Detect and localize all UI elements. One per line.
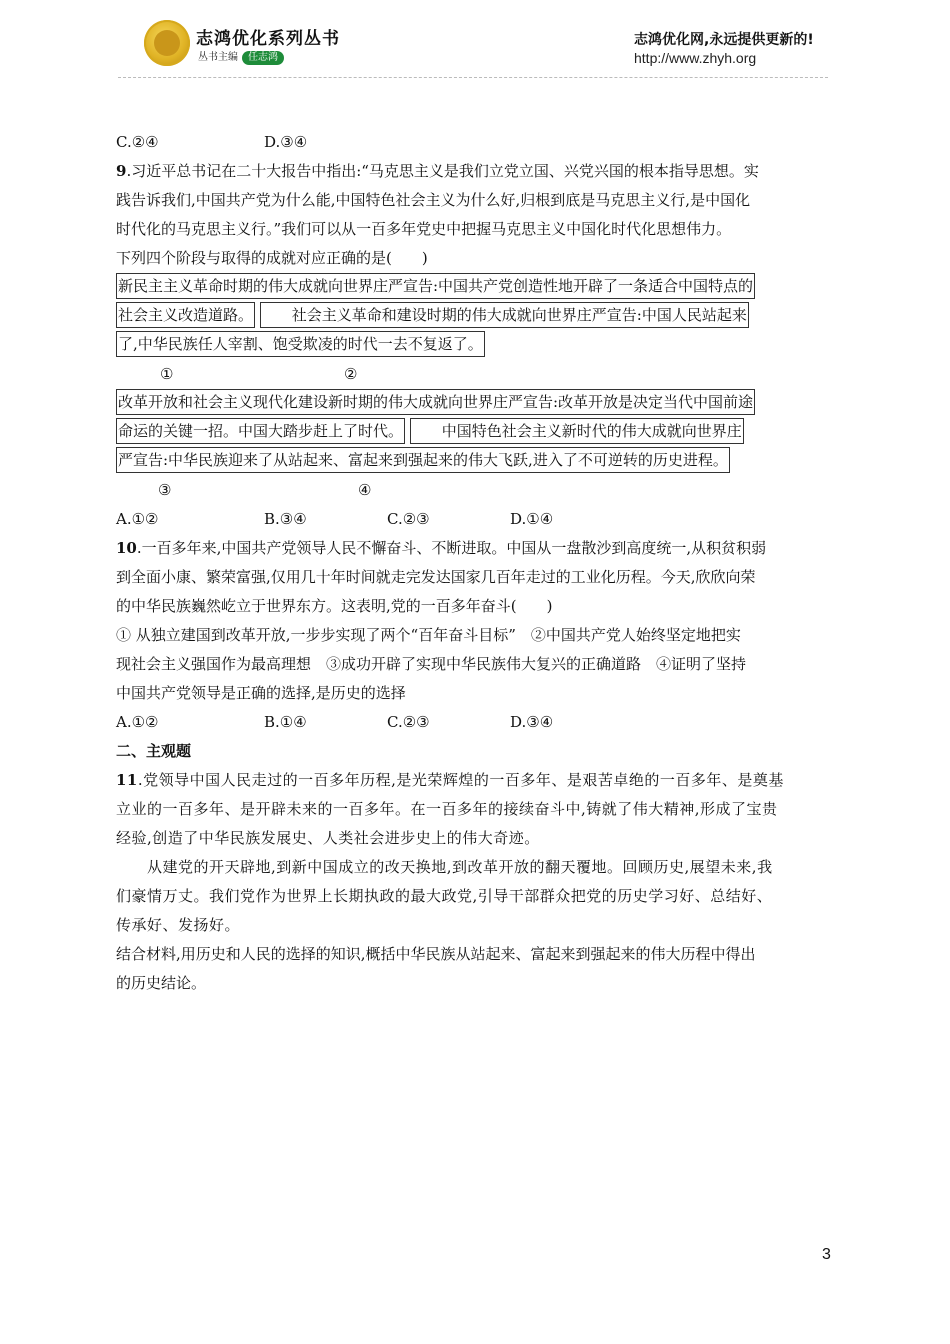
q9-option-a: A.①② — [116, 510, 159, 528]
q9-number: 9 — [116, 162, 127, 180]
q9-marks-row-2 — [116, 476, 832, 505]
header-divider — [118, 77, 828, 78]
q9-box2-part1: 社会主义革命和建设时期的伟大成就向世界庄严宣告:中国人民站起来 — [260, 302, 749, 328]
q9-box-row-1 — [116, 273, 832, 302]
q9-box3-part1: 改革开放和社会主义现代化建设新时期的伟大成就向世界庄严宣告:改革开放是决定当代中国前途 — [116, 389, 755, 415]
brand-sub-label: 丛书主编 — [198, 52, 238, 63]
q9-box-row-6 — [116, 447, 832, 476]
header-slogan: 志鸿优化网,永远提供更新的! — [634, 32, 814, 48]
q11-number: 11 — [116, 771, 138, 789]
page-header — [0, 0, 950, 82]
q9-box1-part2: 社会主义改造道路。 — [116, 302, 255, 328]
q9-options — [116, 505, 832, 534]
q10-stem-text: .一百多年来,中国共产党领导人民不懈奋斗、不断进取。中国从一盘散沙到高度统一,从积贫积弱 — [136, 539, 767, 557]
brand-subtitle — [198, 48, 284, 65]
q9-box3-part2: 命运的关键一招。中国大踏步赶上了时代。 — [116, 418, 405, 444]
q9-mark-4: ④ — [358, 481, 372, 499]
brand-logo-icon — [144, 20, 190, 66]
q10-options — [116, 708, 832, 737]
q9-stem-line-1 — [116, 157, 832, 186]
q9-stem-text: .习近平总书记在二十大报告中指出:“马克思主义是我们立党立国、兴党兴国的根本指导思想。实 — [126, 162, 759, 180]
q9-option-b: B.③④ — [264, 510, 307, 528]
q10-stem-line-5: 现社会主义强国作为最高理想 ③成功开辟了实现中华民族伟大复兴的正确道路 ④证明了坚持 — [116, 655, 747, 673]
q11-material-text: .党领导中国人民走过的一百多年历程,是光荣辉煌的一百多年、是艰苦卓绝的一百多年、是奠基 — [137, 771, 784, 789]
brand-editor-tag: 任志鸿 — [242, 51, 284, 65]
q9-box-row-2 — [116, 302, 832, 331]
q11-task-line-1: 结合材料,用历史和人民的选择的知识,概括中华民族从站起来、富起来到强起来的伟大历程中得出 — [116, 945, 756, 963]
q11-material-line-6: 传承好、发扬好。 — [116, 916, 241, 934]
q11-material-line-4: 从建党的开天辟地,到新中国成立的改天换地,到改革开放的翻天覆地。回顾历史,展望未来,我 — [116, 858, 773, 876]
q10-option-d: D.③④ — [510, 713, 554, 731]
q10-option-c: C.②③ — [387, 713, 430, 731]
q9-box4-part2: 严宣告:中华民族迎来了从站起来、富起来到强起来的伟大飞跃,进入了不可逆转的历史进程。 — [116, 447, 730, 473]
q9-option-d: D.①④ — [510, 510, 554, 528]
q10-stem-line-4: ① 从独立建国到改革开放,一步步实现了两个“百年奋斗目标” ②中国共产党人始终坚定地把实 — [116, 626, 741, 644]
q9-option-c: C.②③ — [387, 510, 430, 528]
header-url: http://www.zhyh.org — [634, 50, 757, 66]
q9-box-row-3 — [116, 331, 832, 360]
q10-stem-line-3: 的中华民族巍然屹立于世界东方。这表明,党的一百多年奋斗( ) — [116, 597, 553, 615]
q10-stem-line-2: 到全面小康、繁荣富强,仅用几十年时间就走完发达国家几百年走过的工业化历程。今天,欣欣向荣 — [116, 568, 756, 586]
page-number: 3 — [822, 1246, 831, 1263]
q11-material-line-2: 立业的一百多年、是开辟未来的一百多年。在一百多年的接续奋斗中,铸就了伟大精神,形成了宝贵 — [116, 800, 778, 818]
q9-stem-line-3: 时代化的马克思主义行。”我们可以从一百多年党史中把握马克思主义中国化时代化思想伟力。 — [116, 220, 732, 238]
q11-material-line-1 — [116, 766, 832, 795]
brand-title: 志鸿优化系列丛书 — [196, 29, 340, 49]
q8-option-c: C.②④ — [116, 133, 159, 151]
q9-stem-line-2: 践告诉我们,中国共产党为什么能,中国特色社会主义为什么好,归根到底是马克思主义行,是中国化 — [116, 191, 751, 209]
page-content — [116, 128, 832, 998]
section-heading-subjective: 二、主观题 — [116, 742, 192, 760]
q11-task-line-2: 的历史结论。 — [116, 974, 207, 992]
q11-material-line-5: 们豪情万丈。我们党作为世界上长期执政的最大政党,引导干部群众把党的历史学习好、总结好、 — [116, 887, 773, 905]
q9-marks-row-1 — [116, 360, 832, 389]
q10-stem-line-6: 中国共产党领导是正确的选择,是历史的选择 — [116, 684, 406, 702]
q11-material-line-3: 经验,创造了中华民族发展史、人类社会进步史上的伟大奇迹。 — [116, 829, 540, 847]
q10-number: 10 — [116, 539, 137, 557]
q9-box-row-5 — [116, 418, 832, 447]
q9-box2-part2: 了,中华民族任人宰割、饱受欺凌的时代一去不复返了。 — [116, 331, 485, 357]
q10-option-a: A.①② — [116, 713, 159, 731]
q10-option-b: B.①④ — [264, 713, 307, 731]
q8-options — [116, 128, 832, 157]
q10-stem-line-1 — [116, 534, 832, 563]
q8-option-d: D.③④ — [264, 133, 308, 151]
q9-stem-line-4: 下列四个阶段与取得的成就对应正确的是( ) — [116, 249, 428, 267]
q9-mark-1: ① — [160, 365, 174, 383]
q9-box4-part1: 中国特色社会主义新时代的伟大成就向世界庄 — [410, 418, 744, 444]
q9-box-row-4 — [116, 389, 832, 418]
q9-mark-3: ③ — [158, 481, 172, 499]
q9-mark-2: ② — [344, 365, 358, 383]
q9-box1-part1: 新民主主义革命时期的伟大成就向世界庄严宣告:中国共产党创造性地开辟了一条适合中国特点的 — [116, 273, 755, 299]
